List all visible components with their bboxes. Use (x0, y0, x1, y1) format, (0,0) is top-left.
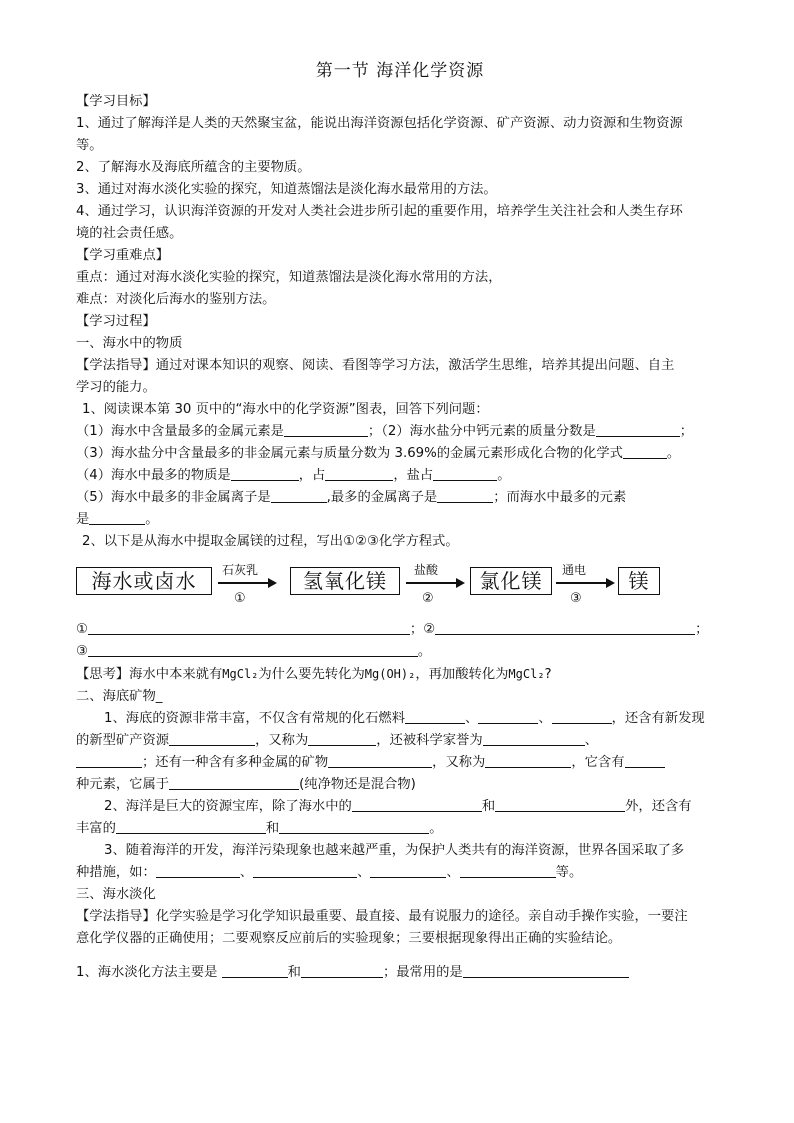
answer-blank[interactable] (169, 775, 299, 790)
objective-line-1-cont: 等。 (76, 138, 103, 153)
keypoints-heading: 【学习重难点】 (76, 248, 170, 263)
part2-para1-line1: 1、海底的资源非常丰富，不仅含有常规的化石燃料 、 、 ，还含有新发现 (104, 711, 705, 726)
answer-blank[interactable] (370, 863, 446, 878)
answer-blank[interactable] (596, 422, 680, 437)
part3-guide-1: 【学法指导】化学实验是学习化学知识最重要、最直接、最有说服力的途径。亲自动手操作实验，一要注 (76, 909, 688, 924)
answer-blank[interactable] (271, 488, 327, 503)
answer-blank[interactable] (352, 797, 482, 812)
answer-blank[interactable] (301, 963, 383, 978)
think-question: 【思考】海水中本来就有MgCl₂为什么要先转化为Mg(OH)₂，再加酸转化为MgCl₂? (76, 667, 552, 682)
answer-blank[interactable] (460, 863, 556, 878)
answer-blank[interactable] (156, 863, 240, 878)
answer-blank[interactable] (231, 466, 299, 481)
objective-line-2: 2、了解海水及海底所蕴含的主要物质。 (76, 160, 311, 175)
question-1-4-line: （4）海水中最多的物质是 ，占 ，盐占 。 (76, 468, 511, 483)
flow-arrow-3 (554, 577, 616, 589)
question-1-3-line: （3）海水盐分中含量最多的非金属元素与质量分数为 3.69%的金属元素形成化合物的化学式 。 (76, 446, 681, 461)
part2-para3-line2: 种措施，如： 、 、 、 等。 (76, 865, 583, 880)
answer-blank[interactable] (433, 466, 497, 481)
answer-blank[interactable] (328, 753, 432, 768)
part1-guide-1: 【学法指导】通过对课本知识的观察、阅读、看图等学习方法，激活学生思维，培养其提出问题、自主 (76, 358, 675, 373)
equation-blank-1[interactable] (88, 620, 410, 635)
objective-line-4: 4、通过学习，认识海洋资源的开发对人类社会进步所引起的重要作用，培养学生关注社会和人类生存环 (76, 204, 683, 219)
objective-line-4-cont: 境的社会责任感。 (76, 226, 183, 241)
flow-arrow-2-label: 盐酸 (414, 563, 439, 577)
answer-blank[interactable] (116, 819, 266, 834)
flow-arrow-3-label: 通电 (562, 563, 587, 577)
equation-line-1: ① ；② ； (76, 622, 709, 637)
part2-para2-line2: 丰富的 和 。 (76, 821, 443, 836)
question-1-5-line-cont: 是 。 (76, 512, 159, 527)
keypoint-difficult: 难点：对淡化后海水的鉴别方法。 (76, 292, 276, 307)
flow-arrow-1-number: ① (234, 591, 246, 606)
objective-line-3: 3、通过对海水淡化实验的探究，知道蒸馏法是淡化海水最常用的方法。 (76, 182, 497, 197)
part1-guide-2: 学习的能力。 (76, 380, 156, 395)
question-1-5-line: （5）海水中最多的非金属离子是 ,最多的金属离子是 ；而海水中最多的元素 (76, 490, 627, 505)
answer-blank[interactable] (89, 510, 145, 525)
answer-blank[interactable] (437, 488, 493, 503)
part2-para1-line3: ；还有一种含有多种金属的矿物 ，又称为 ，它含有 (76, 752, 724, 774)
keypoint-key: 重点：通过对海水淡化实验的探究，知道蒸馏法是淡化海水常用的方法， (76, 270, 502, 285)
question-1: 1、阅读课本第 30 页中的“海水中的化学资源”图表，回答下列问题： (82, 402, 489, 417)
part1-heading: 一、海水中的物质 (76, 336, 183, 351)
flow-arrow-1-label: 石灰乳 (222, 563, 259, 577)
question-1-1-line: （1）海水中含量最多的金属元素是 ；（2）海水盐分中钙元素的质量分数是 ； (76, 424, 694, 439)
objectives-heading: 【学习目标】 (76, 94, 156, 109)
answer-blank[interactable] (308, 731, 376, 746)
part3-heading: 三、海水淡化 (76, 887, 156, 902)
answer-blank[interactable] (463, 963, 629, 978)
answer-blank[interactable] (495, 797, 625, 812)
flow-arrow-3-number: ③ (570, 591, 582, 606)
answer-blank[interactable] (325, 466, 393, 481)
flow-box-magnesium-hydroxide: 氢氧化镁 (290, 567, 400, 595)
equation-line-3: ③ 。 (76, 644, 432, 659)
part3-question-1: 1、海水淡化方法主要是 和 ；最常用的是 (76, 962, 724, 984)
flow-box-seawater: 海水或卤水 (76, 567, 212, 595)
answer-blank[interactable] (222, 963, 288, 978)
answer-blank[interactable] (284, 422, 368, 437)
answer-blank[interactable] (169, 731, 255, 746)
answer-blank[interactable] (625, 753, 665, 768)
answer-blank[interactable] (485, 753, 571, 768)
part2-para3-line1: 3、随着海洋的开发，海洋污染现象也越来越严重，为保护人类共有的海洋资源，世界各国采取了多 (104, 843, 685, 858)
answer-blank[interactable] (76, 753, 142, 768)
page-title: 第一节 海洋化学资源 (315, 61, 485, 81)
answer-blank[interactable] (483, 731, 585, 746)
part2-para2-line1: 2、海洋是巨大的资源宝库，除了海水中的 和 外，还含有 (104, 799, 692, 814)
answer-blank[interactable] (552, 709, 612, 724)
answer-blank[interactable] (405, 709, 465, 724)
objective-line-1: 1、通过了解海洋是人类的天然聚宝盆，能说出海洋资源包括化学资源、矿产资源、动力资源和生物资源 (76, 116, 683, 131)
question-2: 2、以下是从海水中提取金属镁的过程，写出①②③化学方程式。 (82, 534, 459, 549)
answer-blank[interactable] (478, 709, 538, 724)
flow-arrow-2-number: ② (422, 591, 434, 606)
flow-arrow-1 (216, 577, 278, 589)
process-heading: 【学习过程】 (76, 314, 156, 329)
answer-blank[interactable] (623, 444, 667, 459)
flow-box-magnesium: 镁 (618, 567, 660, 595)
flow-arrow-2 (404, 577, 466, 589)
part2-para1-line2: 的新型矿产资源 ，又称为 ，还被科学家誉为 、 (76, 733, 598, 748)
part2-para1-line4: 种元素，它属于 (纯净物还是混合物) (76, 777, 416, 792)
equation-blank-3[interactable] (88, 642, 418, 657)
answer-blank[interactable] (279, 819, 429, 834)
answer-blank[interactable] (253, 863, 357, 878)
part3-guide-2: 意化学仪器的正确使用；二要观察反应前后的实验现象；三要根据现象得出正确的实验结论。 (76, 931, 622, 946)
part2-heading: 二、海底矿物_ (76, 689, 163, 704)
flow-box-magnesium-chloride: 氯化镁 (470, 567, 552, 595)
worksheet-page (76, 56, 724, 984)
equation-blank-2[interactable] (435, 620, 695, 635)
magnesium-extraction-flowchart (76, 561, 724, 613)
